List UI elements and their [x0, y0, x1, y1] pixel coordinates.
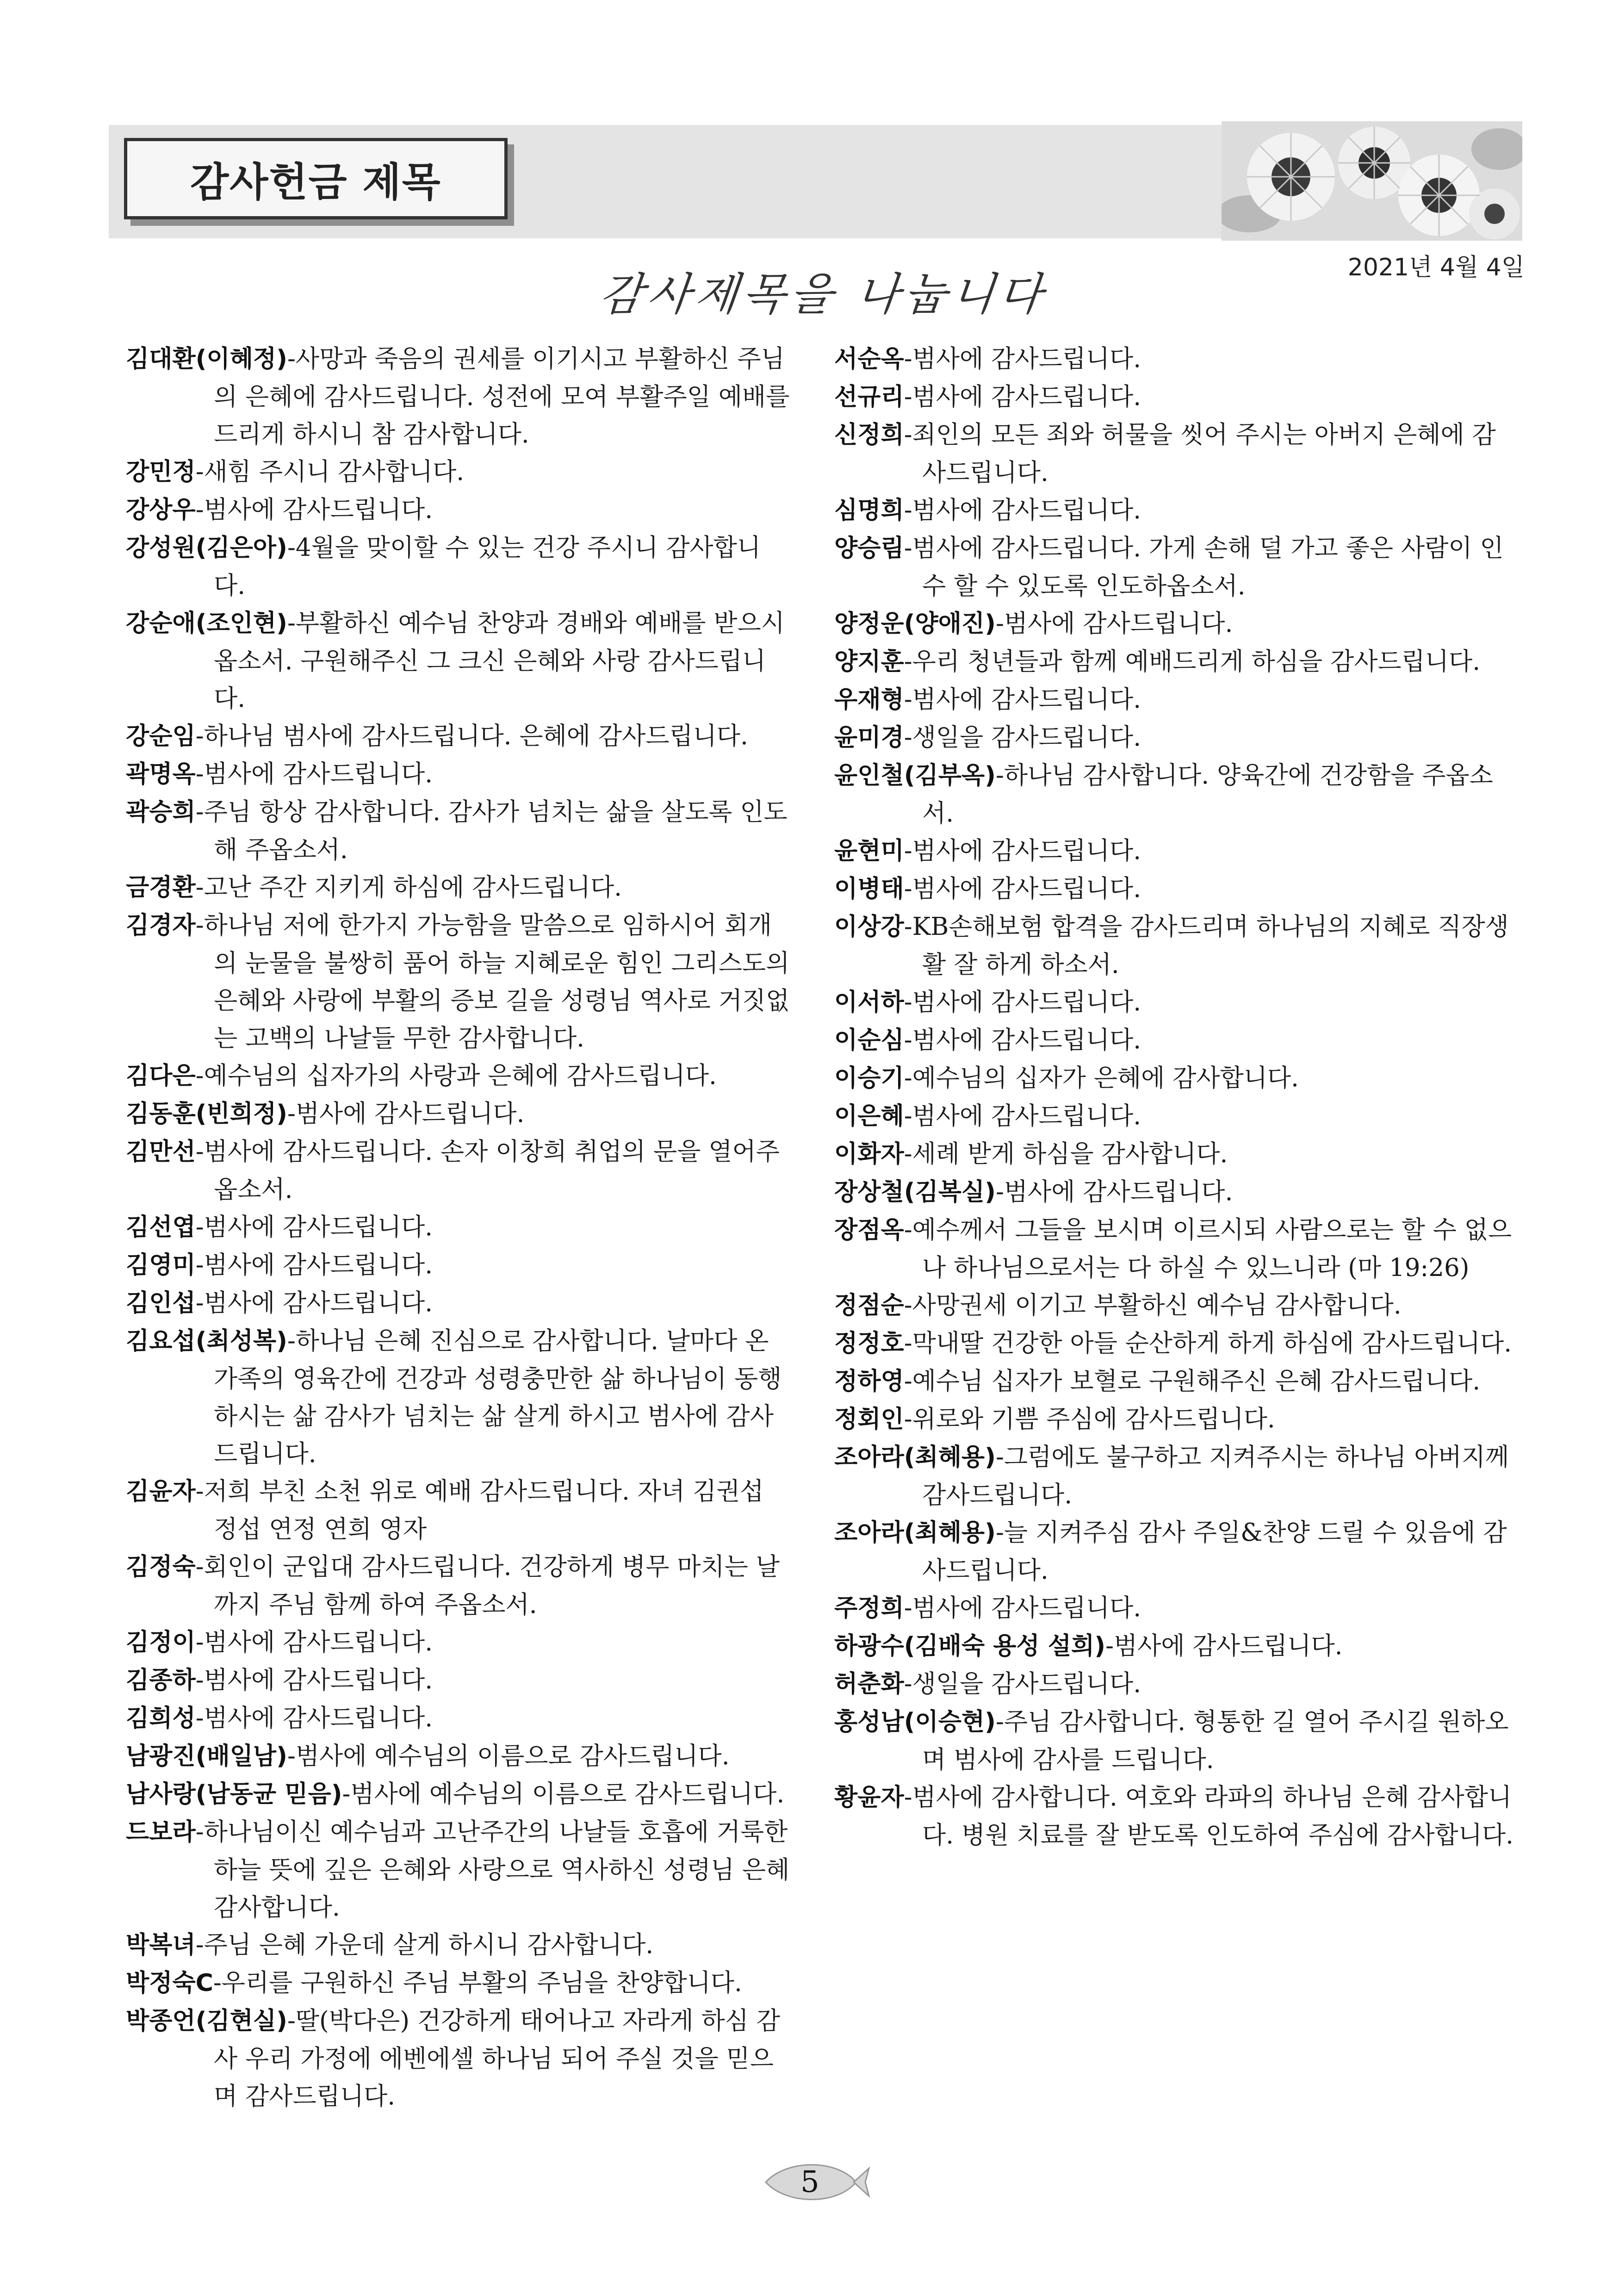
thanks-entry — [834, 378, 1514, 416]
thanks-entry — [834, 832, 1514, 870]
thanks-entry — [126, 1095, 792, 1133]
entry-name: 심명희 — [834, 497, 904, 524]
entry-message: -범사에 감사드립니다. — [195, 496, 433, 524]
entry-message: -범사에 감사드립니다. — [904, 837, 1141, 865]
entry-message: -생일을 감사드립니다. — [904, 723, 1141, 752]
section-subtitle: 감사제목을 나눕니다 — [597, 268, 1049, 320]
page-title: 감사헌금 제목 — [190, 159, 441, 205]
entry-name: 남사랑(남동균 믿음) — [126, 1780, 342, 1808]
entry-name: 양승림 — [834, 535, 904, 562]
thanks-entry — [834, 605, 1514, 643]
entry-name: 서순옥 — [834, 345, 904, 373]
entry-name: 강성원(김은아) — [126, 534, 287, 562]
entry-name: 이승기 — [834, 1064, 904, 1092]
entry-message: -범사에 감사드립니다. 가게 손해 덜 가고 좋은 사람이 인수 할 수 있도록 인도하옵소서. — [904, 534, 1504, 600]
thanks-entry — [834, 1589, 1514, 1627]
thanks-entry — [126, 1322, 792, 1473]
thanks-entry — [126, 604, 792, 717]
entry-message: -KB손해보험 합격을 감사드리며 하나님의 지혜로 직장생활 잘 하게 하소서. — [904, 913, 1509, 979]
entry-name: 홍성남(이승현) — [834, 1708, 996, 1736]
thanks-entry — [126, 340, 792, 453]
entry-name: 김요섭(최성복) — [126, 1327, 287, 1355]
thanks-entry — [834, 983, 1514, 1021]
entry-name: 장점옥 — [834, 1216, 904, 1244]
thanks-entry — [126, 1737, 792, 1775]
entry-name: 박복녀 — [126, 1931, 196, 1959]
page-number-mark — [759, 2157, 870, 2208]
thanks-entry — [834, 1021, 1514, 1059]
thanks-entry — [834, 492, 1514, 529]
entry-name: 하광수(김배숙 용성 설희) — [834, 1632, 1106, 1660]
thanks-entry — [834, 681, 1514, 719]
thanks-entry — [126, 755, 792, 793]
entry-message: -세례 받게 하심을 감사합니다. — [904, 1140, 1228, 1168]
entry-name: 김대환(이혜정) — [126, 345, 287, 373]
thanks-entry — [834, 1135, 1514, 1173]
entry-name: 윤현미 — [834, 837, 904, 865]
entry-name: 김다은 — [126, 1062, 196, 1090]
entry-name: 김영미 — [126, 1251, 196, 1279]
entry-name: 윤인철(김부옥) — [834, 762, 996, 790]
thanks-entry — [834, 1665, 1514, 1703]
entry-message: -그럼에도 불구하고 지켜주시는 하나님 아버지께 감사드립니다. — [922, 1443, 1509, 1509]
entry-message: -사망권세 이기고 부활하신 예수님 감사합니다. — [904, 1291, 1402, 1319]
entry-message: -범사에 감사드립니다. — [195, 1213, 433, 1241]
entry-name: 강상우 — [126, 496, 196, 524]
entry-name: 드보라 — [126, 1818, 196, 1846]
thanks-entry — [126, 793, 792, 869]
entry-message: -범사에 감사드립니다. 손자 이창희 취업의 문을 열어주옵소서. — [195, 1138, 780, 1204]
entry-name: 이병태 — [834, 875, 904, 903]
thanks-entry — [126, 1208, 792, 1246]
entry-message: -죄인의 모든 죄와 허물을 씻어 주시는 아버지 은혜에 감사드립니다. — [904, 421, 1496, 487]
entry-message: -주님 은혜 가운데 살게 하시니 감사합니다. — [195, 1931, 654, 1959]
thanks-entry — [126, 1473, 792, 1548]
entry-name: 김윤자 — [126, 1478, 196, 1506]
entry-message: -주님 항상 감사합니다. 감사가 넘치는 삶을 살도록 인도해 주옵소서. — [195, 798, 788, 864]
entry-message: -범사에 감사드립니다. — [195, 760, 433, 788]
entry-name: 정회인 — [834, 1406, 904, 1433]
thanks-entry — [126, 2002, 792, 2115]
thanks-entry — [834, 1363, 1514, 1400]
entry-message: -하나님 범사에 감사드립니다. 은혜에 감사드립니다. — [195, 722, 748, 750]
thanks-entry — [834, 1287, 1514, 1325]
entry-name: 조아라(최혜용) — [834, 1444, 996, 1471]
thanks-entry — [834, 1211, 1514, 1287]
thanks-entry — [126, 1699, 792, 1737]
thanks-entry — [126, 453, 792, 491]
entry-name: 김동훈(빈희정) — [126, 1100, 287, 1128]
thanks-entry — [834, 529, 1514, 605]
entry-message: -범사에 감사드립니다. — [904, 383, 1141, 411]
entry-name: 김인섭 — [126, 1289, 196, 1317]
thanks-entry — [834, 416, 1514, 492]
entry-name: 조아라(최혜용) — [834, 1519, 996, 1547]
entry-message: -사망과 죽음의 권세를 이기시고 부활하신 주님의 은혜에 감사드립니다. 성전에 모여 부활주일 예배를 드리게 하시니 참 감사합니다. — [214, 345, 790, 448]
entry-name: 금경환 — [126, 874, 196, 902]
thanks-entry — [126, 1661, 792, 1699]
thanks-entry — [126, 1775, 792, 1813]
entry-message: -범사에 감사드립니다. — [195, 1251, 433, 1279]
thanks-entry — [834, 1325, 1514, 1363]
entry-message: -예수님의 십자가의 사랑과 은혜에 감사드립니다. — [195, 1062, 717, 1090]
entry-message: -범사에 예수님의 이름으로 감사드립니다. — [342, 1780, 785, 1808]
entry-message: -예수께서 그들을 보시며 이르시되 사람으로는 할 수 없으나 하나님으로서는 다 하실 수 있느니라 (마 19:26) — [904, 1216, 1512, 1282]
entry-message: -범사에 감사드립니다. — [904, 1102, 1141, 1130]
entry-message: -4월을 맞이할 수 있는 건강 주시니 감사합니다. — [214, 534, 761, 600]
entry-name: 곽승희 — [126, 798, 196, 826]
entry-message: -하나님이신 예수님과 고난주간의 나날들 호흡에 거룩한 하늘 뜻에 깊은 은혜와 사랑으로 역사하신 성령님 은혜 감사합니다. — [195, 1818, 790, 1922]
entry-name: 박종언(김현실) — [126, 2007, 287, 2035]
thanks-entry — [126, 1813, 792, 1926]
entry-name: 김희성 — [126, 1705, 196, 1732]
sunflowers-image — [1222, 121, 1522, 241]
entry-message: -범사에 감사드립니다. — [904, 345, 1141, 373]
entry-name: 양지훈 — [834, 648, 904, 676]
entry-message: -범사에 예수님의 이름으로 감사드립니다. — [287, 1742, 730, 1770]
left-column — [126, 340, 792, 2115]
entry-message: -범사에 감사드립니다. — [195, 1666, 433, 1694]
entry-message: -범사에 감사드립니다. — [1105, 1632, 1343, 1660]
entry-name: 양정운(양애진) — [834, 610, 996, 638]
thanks-entry — [834, 908, 1514, 983]
entry-message: -범사에 감사드립니다. — [904, 496, 1141, 524]
thanks-entry — [834, 1097, 1514, 1135]
entry-name: 남광진(배일남) — [126, 1742, 287, 1770]
entry-message: -범사에 감사드립니다. — [287, 1100, 525, 1128]
entry-message: -회인이 군입대 감사드립니다. 건강하게 병무 마치는 날까지 주님 함께 하여 주옵소서. — [195, 1553, 780, 1619]
thanks-entry — [834, 643, 1514, 681]
entry-message: -범사에 감사드립니다. — [904, 685, 1141, 714]
thanks-entry — [126, 1057, 792, 1095]
entry-message: -늘 지켜주심 감사 주일&찬양 드릴 수 있음에 감사드립니다. — [922, 1518, 1507, 1585]
thanks-entry — [126, 1246, 792, 1284]
entry-name: 이상강 — [834, 913, 904, 941]
entry-message: -범사에 감사드립니다. — [904, 988, 1141, 1016]
entry-name: 정하영 — [834, 1368, 904, 1395]
thanks-entry — [834, 1173, 1514, 1211]
page-number: 5 — [800, 2165, 819, 2199]
entry-message: -범사에 감사드립니다. — [995, 1178, 1233, 1206]
thanks-entry — [126, 491, 792, 529]
thanks-entry — [126, 1284, 792, 1322]
entry-message: -막내딸 건강한 아들 순산하게 하게 하심에 감사드립니다. — [904, 1329, 1512, 1357]
entry-message: -예수님 십자가 보혈로 구원해주신 은혜 감사드립니다. — [904, 1367, 1481, 1395]
entry-name: 강민정 — [126, 458, 196, 486]
entry-name: 김만선 — [126, 1138, 196, 1166]
entry-message: -범사에 감사드립니다. — [904, 1026, 1141, 1054]
thanks-entry — [834, 340, 1514, 378]
entry-message: -범사에 감사드립니다. — [195, 1704, 433, 1732]
entry-name: 김정이 — [126, 1629, 196, 1656]
entry-message: -하나님 감사합니다. 양육간에 건강함을 주옵소서. — [922, 761, 1493, 828]
thanks-entry — [126, 1964, 792, 2002]
entry-message: -범사에 감사드립니다. — [195, 1628, 433, 1656]
entry-name: 김선엽 — [126, 1213, 196, 1241]
thanks-entry — [834, 719, 1514, 757]
entry-message: -우리 청년들과 함께 예배드리게 하심을 감사드립니다. — [904, 647, 1481, 676]
thanks-entry — [126, 1926, 792, 1964]
entry-message: -범사에 감사합니다. 여호와 라파의 하나님 은혜 감사합니다. 병원 치료를 잘 받도록 인도하여 주심에 감사합니다. — [904, 1783, 1514, 1849]
entry-name: 김경자 — [126, 912, 196, 940]
entry-name: 윤미경 — [834, 724, 904, 752]
entry-name: 우재형 — [834, 686, 904, 714]
thanks-entry — [834, 1703, 1514, 1779]
entry-name: 이서하 — [834, 989, 904, 1016]
thanks-entry — [834, 1779, 1514, 1854]
thanks-entry — [834, 1400, 1514, 1438]
entry-message: -범사에 감사드립니다. — [904, 1594, 1141, 1622]
entry-message: -부활하신 예수님 찬양과 경배와 예배를 받으시옵소서. 구원해주신 그 크신 은혜와 사랑 감사드립니다. — [214, 609, 785, 713]
thanks-entry — [834, 870, 1514, 908]
entry-message: -저희 부친 소천 위로 예배 감사드립니다. 자녀 김권섭 정섭 연정 연희 영자 — [195, 1477, 764, 1543]
entry-name: 정점순 — [834, 1292, 904, 1319]
thanks-entry — [126, 717, 792, 755]
entry-name: 곽명옥 — [126, 760, 196, 788]
thanks-entry — [834, 1059, 1514, 1097]
right-column — [834, 340, 1514, 1854]
entry-message: -범사에 감사드립니다. — [995, 610, 1233, 638]
entry-message: -예수님의 십자가 은혜에 감사합니다. — [904, 1064, 1299, 1092]
entry-name: 주정희 — [834, 1594, 904, 1622]
entry-message: -범사에 감사드립니다. — [195, 1289, 433, 1317]
entry-name: 장상철(김복실) — [834, 1178, 996, 1206]
entry-message: -우리를 구원하신 주님 부활의 주님을 찬양합니다. — [213, 1969, 742, 1997]
entry-message: -하나님 은혜 진심으로 감사합니다. 날마다 온 가족의 영육간에 건강과 성령충만한 삶 하나님이 동행하시는 삶 감사가 넘치는 삶 살게 하시고 범사에 감사드립니다. — [214, 1327, 782, 1468]
entry-name: 황윤자 — [834, 1784, 904, 1811]
entry-message: -주님 감사합니다. 형통한 길 열어 주시길 원하오며 범사에 감사를 드립니다. — [922, 1708, 1509, 1774]
thanks-entry — [126, 529, 792, 604]
entry-message: -고난 주간 지키게 하심에 감사드립니다. — [195, 873, 622, 902]
page-title-box — [124, 138, 508, 219]
thanks-entry — [126, 1624, 792, 1661]
entry-message: -위로와 기쁨 주심에 감사드립니다. — [904, 1405, 1275, 1433]
thanks-entry — [834, 757, 1514, 832]
entry-message: -하나님 저에 한가지 가능함을 말씀으로 임하시어 회개의 눈물을 불쌍히 품어 하늘 지혜로운 힘인 그리스도의 은혜와 사랑에 부활의 증보 길을 성령님 역사로 거짓없는 고백의 나날들 무한 감사합니다. — [195, 911, 790, 1052]
entry-name: 박정숙C — [126, 1969, 213, 1997]
entry-message: -범사에 감사드립니다. — [904, 875, 1141, 903]
entry-name: 이은혜 — [834, 1102, 904, 1130]
entry-name: 이화자 — [834, 1140, 904, 1168]
entry-name: 김정숙 — [126, 1553, 196, 1581]
thanks-entry — [834, 1514, 1514, 1589]
thanks-entry — [126, 1133, 792, 1208]
issue-date: 2021년 4월 4일 — [1347, 254, 1525, 281]
entry-message: -딸(박다은) 건강하게 태어나고 자라게 하심 감사 우리 가정에 에벤에셀 하나님 되어 주실 것을 믿으며 감사드립니다. — [214, 2007, 780, 2110]
entry-name: 선규리 — [834, 383, 904, 411]
entry-name: 허춘화 — [834, 1670, 904, 1698]
thanks-entry — [834, 1627, 1514, 1665]
thanks-entry — [126, 907, 792, 1057]
entry-message: -새힘 주시니 감사합니다. — [195, 458, 465, 486]
entry-name: 이순심 — [834, 1027, 904, 1054]
entry-name: 정정호 — [834, 1330, 904, 1357]
thanks-entry — [834, 1438, 1514, 1514]
thanks-entry — [126, 869, 792, 907]
entry-message: -생일을 감사드립니다. — [904, 1670, 1141, 1698]
entry-name: 신정희 — [834, 421, 904, 449]
entry-name: 강순임 — [126, 722, 196, 750]
entry-name: 강순애(조인현) — [126, 610, 287, 637]
thanks-entry — [126, 1548, 792, 1624]
entry-name: 김종하 — [126, 1667, 196, 1694]
